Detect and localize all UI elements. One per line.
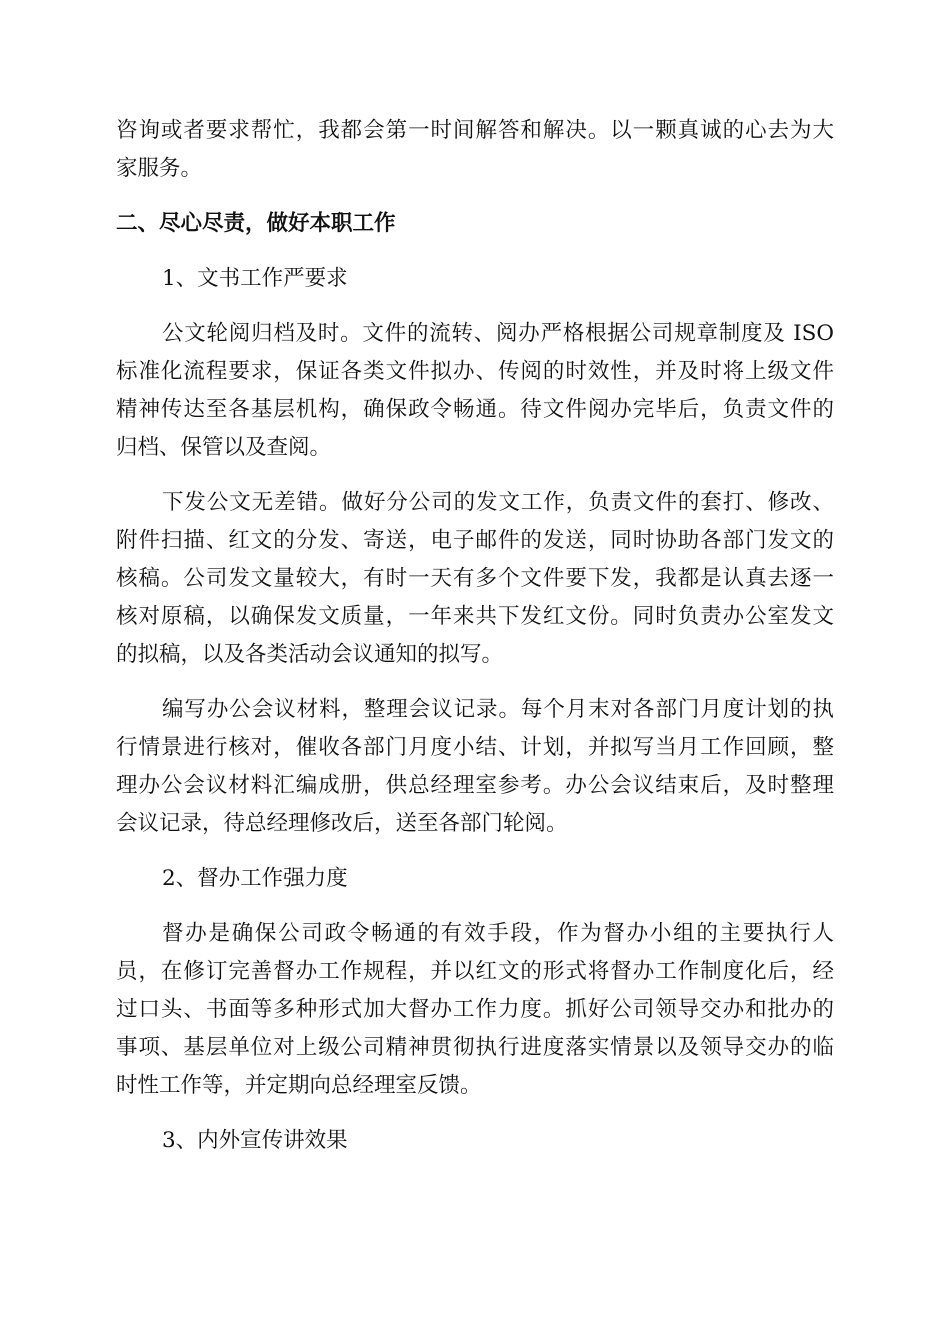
subsection-title-3: 3、内外宣传讲效果	[162, 1128, 348, 1153]
text-line: 事项、基层单位对上级公司精神贯彻执行进度落实情景以及领导交办的临	[116, 1035, 834, 1060]
subsection-title-1: 1、文书工作严要求	[162, 266, 348, 291]
text-line: 员，在修订完善督办工作规程，并以红文的形式将督办工作制度化后，经	[116, 959, 834, 984]
text-line: 编写办公会议材料，整理会议记录。每个月末对各部门月度计划的执	[162, 697, 834, 722]
text-line: 精神传达至各基层机构，确保政令畅通。待文件阅办完毕后，负责文件的	[116, 397, 834, 422]
paragraph-document-issuing	[116, 484, 834, 674]
text-line: 过口头、书面等多种形式加大督办工作力度。抓好公司领导交办和批办的	[116, 997, 834, 1022]
paragraph-meeting-materials	[116, 691, 834, 843]
paragraph-document-circulation	[116, 315, 834, 467]
text-line: 理办公会议材料汇编成册，供总经理室参考。办公会议结束后，及时整理	[116, 773, 834, 798]
text-line: 会议记录，待总经理修改后，送至各部门轮阅。	[116, 811, 568, 836]
text-line: 行情景进行核对，催收各部门月度小结、计划，并拟写当月工作回顾，整	[116, 735, 834, 760]
text-line: 归档、保管以及查阅。	[116, 435, 332, 460]
document-page	[116, 112, 834, 1177]
text-line: 时性工作等，并定期向总经理室反馈。	[116, 1073, 482, 1098]
section-heading: 二、尽心尽责，做好本职工作	[116, 211, 396, 236]
text-line: 督办是确保公司政令畅通的有效手段，作为督办小组的主要执行人	[162, 921, 834, 946]
text-line: 家服务。	[116, 156, 203, 181]
subsection-title-2: 2、督办工作强力度	[162, 866, 348, 891]
text-line: 标准化流程要求，保证各类文件拟办、传阅的时效性，并及时将上级文件	[116, 359, 834, 384]
text-line: 公文轮阅归档及时。文件的流转、阅办严格根据公司规章制度及 ISO	[162, 321, 834, 346]
text-line: 核对原稿，以确保发文质量，一年来共下发红文份。同时负责办公室发文	[116, 604, 834, 629]
paragraph-supervision	[116, 915, 834, 1105]
text-line: 附件扫描、红文的分发、寄送，电子邮件的发送，同时协助各部门发文的	[116, 528, 834, 553]
text-line: 下发公文无差错。做好分公司的发文工作，负责文件的套打、修改、	[162, 490, 834, 515]
intro-paragraph	[116, 112, 834, 188]
text-line: 的拟稿，以及各类活动会议通知的拟写。	[116, 642, 504, 667]
text-line: 咨询或者要求帮忙，我都会第一时间解答和解决。以一颗真诚的心去为大	[116, 118, 834, 143]
text-line: 核稿。公司发文量较大，有时一天有多个文件要下发，我都是认真去逐一	[116, 566, 834, 591]
